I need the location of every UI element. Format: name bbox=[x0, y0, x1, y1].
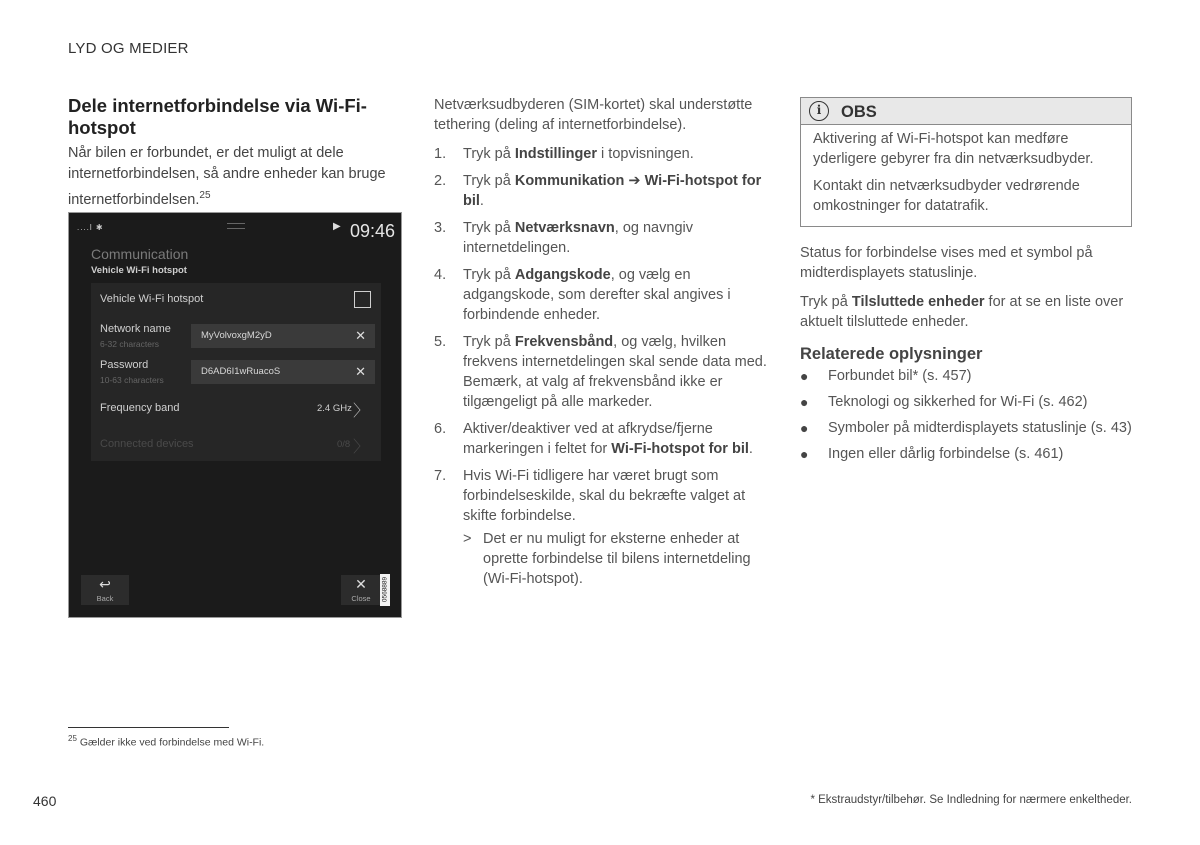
footer-note: * Ekstraudstyr/tilbehør. Se Indledning for nærmere enkeltheder. bbox=[810, 794, 1132, 806]
column-3 bbox=[800, 97, 1132, 470]
footnote-number: 25 bbox=[68, 734, 77, 743]
bullet-icon: ● bbox=[800, 446, 809, 462]
bullet-icon: ● bbox=[800, 420, 809, 436]
step-text: . bbox=[479, 193, 484, 209]
step-item bbox=[434, 171, 770, 211]
password-hint: 10-63 characters bbox=[100, 375, 164, 385]
note-body bbox=[801, 125, 1131, 226]
image-code: 0568889 bbox=[381, 576, 389, 603]
step-text: Tryk på bbox=[463, 334, 515, 350]
step-text: , og vælg, hvilken frekvens internetdelingen skal sende data med. Bemærk, at valg af frekvensbånd ikke er tilgængeligt på alle markeder. bbox=[463, 334, 767, 410]
step-text: Tryk på bbox=[463, 173, 515, 189]
result-arrow: > bbox=[463, 531, 472, 547]
related-link-text: Teknologi og sikkerhed for Wi-Fi (s. 462) bbox=[828, 394, 1088, 410]
screen-title: Communication bbox=[91, 246, 189, 262]
step-text: . bbox=[748, 441, 753, 457]
note-paragraph: Kontakt din netværksudbyder vedrørende omkostninger for datatrafik. bbox=[813, 178, 1080, 214]
page-number: 460 bbox=[33, 793, 57, 809]
close-button[interactable] bbox=[341, 575, 381, 605]
step-text: Hvis Wi-Fi tidligere har været brugt som forbindelseskilde, skal du bekræfte valget at skifte forbindelse. bbox=[463, 468, 746, 524]
connected-devices-value: 0/8 bbox=[337, 439, 351, 450]
requirement-text: Netværksudbyderen (SIM-kortet) skal understøtte tethering (deling af internetforbindelse). bbox=[434, 97, 753, 133]
screen-subtitle: Vehicle Wi-Fi hotspot bbox=[91, 265, 187, 276]
network-name-field[interactable] bbox=[191, 324, 375, 348]
step-text: , og navngiv internetdelingen. bbox=[463, 220, 693, 256]
frequency-band-value: 2.4 GHz bbox=[317, 403, 352, 414]
hotspot-label: Vehicle Wi-Fi hotspot bbox=[100, 293, 204, 305]
clock: 09:46 bbox=[349, 221, 395, 241]
step-item bbox=[434, 265, 770, 325]
back-arrow-icon: ↩ bbox=[99, 576, 111, 592]
clear-icon[interactable]: ✕ bbox=[355, 328, 366, 343]
note-paragraph: Aktivering af Wi-Fi-hotspot kan medføre yderligere gebyrer fra din netværksudbyder. bbox=[813, 131, 1094, 167]
note-box bbox=[800, 97, 1132, 227]
center-display-screenshot bbox=[68, 212, 402, 618]
settings-panel bbox=[91, 283, 381, 461]
result-text: Det er nu muligt for eksterne enheder at oprette forbindelse til bilens internetdeling (Wi-Fi-hotspot). bbox=[483, 531, 751, 587]
network-name-label: Network name bbox=[100, 323, 171, 335]
close-label: Close bbox=[351, 594, 371, 603]
section-header: LYD OG MEDIER bbox=[68, 40, 189, 57]
status-bar bbox=[69, 213, 401, 243]
step-item bbox=[434, 332, 770, 412]
password-value: D6AD6I1wRuacoS bbox=[201, 366, 281, 377]
chevron-right-icon: 〉 bbox=[352, 403, 369, 420]
password-row bbox=[91, 357, 381, 393]
para-text: for at se en liste over aktuelt tilsluttede enheder. bbox=[800, 294, 1124, 330]
step-number: 3. bbox=[434, 220, 447, 236]
play-icon: ▶ bbox=[333, 221, 341, 232]
step-text: Aktiver/deaktiver ved at afkrydse/fjerne markeringen i feltet for bbox=[463, 421, 713, 457]
related-link[interactable] bbox=[800, 444, 1132, 464]
step-bold: Kommunikation ➔ Wi-Fi-hotspot for bil bbox=[463, 173, 762, 209]
intro-text: Når bilen er forbundet, er det muligt at dele internetforbindelsen, så andre enheder kan bruge internetforbindelsen. bbox=[68, 145, 386, 208]
step-text: , og vælg en adgangskode, som derefter skal angives i forbindende enheder. bbox=[463, 267, 731, 323]
step-number: 2. bbox=[434, 173, 447, 189]
bullet-icon: ● bbox=[800, 394, 809, 410]
step-bold: Adgangskode bbox=[514, 267, 611, 283]
note-header bbox=[801, 98, 1131, 125]
footnote-text: Gælder ikke ved forbindelse med Wi-Fi. bbox=[79, 736, 265, 749]
step-text: Tryk på bbox=[463, 220, 515, 236]
section-heading: Dele internetforbindelse via Wi-Fi-hotspot bbox=[68, 95, 367, 138]
network-name-value: MyVolvoxgM2yD bbox=[201, 330, 272, 341]
related-link-text: Ingen eller dårlig forbindelse (s. 461) bbox=[828, 446, 1064, 462]
password-label: Password bbox=[100, 359, 149, 371]
connected-devices-row bbox=[91, 431, 381, 461]
drag-handle-icon bbox=[227, 223, 245, 229]
frequency-band-label: Frequency band bbox=[100, 402, 180, 414]
step-number: 4. bbox=[434, 267, 447, 283]
step-text: i topvisningen. bbox=[597, 146, 694, 162]
step-item bbox=[434, 144, 770, 164]
chevron-right-icon: 〉 bbox=[352, 439, 369, 456]
step-number: 1. bbox=[434, 146, 447, 162]
step-bold: Frekvensbånd bbox=[514, 334, 614, 350]
related-link[interactable] bbox=[800, 366, 1132, 386]
frequency-band-row[interactable] bbox=[91, 395, 381, 425]
step-item bbox=[434, 419, 770, 459]
related-list bbox=[800, 366, 1132, 464]
step-number: 6. bbox=[434, 421, 447, 437]
para-bold: Tilsluttede enheder bbox=[851, 294, 985, 310]
network-name-row bbox=[91, 321, 381, 357]
back-label: Back bbox=[96, 594, 114, 603]
footnote bbox=[68, 734, 264, 749]
image-code-tag bbox=[380, 574, 390, 606]
bullet-icon: ● bbox=[800, 368, 809, 384]
steps-list bbox=[434, 144, 770, 589]
column-2 bbox=[434, 95, 770, 596]
related-link-text: Symboler på midterdisplayets statuslinje (s. 43) bbox=[828, 420, 1132, 436]
note-title: OBS bbox=[841, 103, 877, 121]
connected-devices-label: Connected devices bbox=[100, 438, 194, 450]
intro-paragraph bbox=[68, 143, 403, 211]
related-link[interactable] bbox=[800, 418, 1132, 438]
network-name-hint: 6-32 characters bbox=[100, 339, 160, 349]
para-text: Tryk på bbox=[800, 294, 852, 310]
password-field[interactable] bbox=[191, 360, 375, 384]
clear-icon[interactable]: ✕ bbox=[355, 364, 366, 379]
step-bold: Indstillinger bbox=[514, 146, 598, 162]
step-bold: Wi-Fi-hotspot for bil bbox=[611, 441, 749, 457]
close-icon: ✕ bbox=[355, 576, 367, 592]
related-link-text: Forbundet bil* (s. 457) bbox=[828, 368, 972, 384]
footnote-divider bbox=[68, 727, 229, 728]
step-bold: Netværksnavn bbox=[514, 220, 615, 236]
status-paragraph: Status for forbindelse vises med et symbol på midterdisplayets statuslinje. bbox=[800, 245, 1093, 281]
hotspot-row[interactable] bbox=[91, 283, 381, 319]
step-text: Tryk på bbox=[463, 146, 515, 162]
related-heading: Relaterede oplysninger bbox=[800, 345, 983, 363]
step-number: 7. bbox=[434, 468, 447, 484]
step-result bbox=[463, 529, 770, 589]
step-item bbox=[434, 466, 770, 589]
column-1 bbox=[68, 95, 403, 211]
info-icon: i bbox=[809, 101, 829, 121]
signal-bluetooth-icons: ....l ✱ bbox=[77, 223, 104, 232]
hotspot-checkbox[interactable] bbox=[354, 291, 371, 308]
step-item bbox=[434, 218, 770, 258]
back-button[interactable] bbox=[81, 575, 129, 605]
footnote-ref: 25 bbox=[199, 190, 211, 201]
devices-paragraph bbox=[800, 292, 1132, 332]
step-number: 5. bbox=[434, 334, 447, 350]
step-text: Tryk på bbox=[463, 267, 515, 283]
related-link[interactable] bbox=[800, 392, 1132, 412]
